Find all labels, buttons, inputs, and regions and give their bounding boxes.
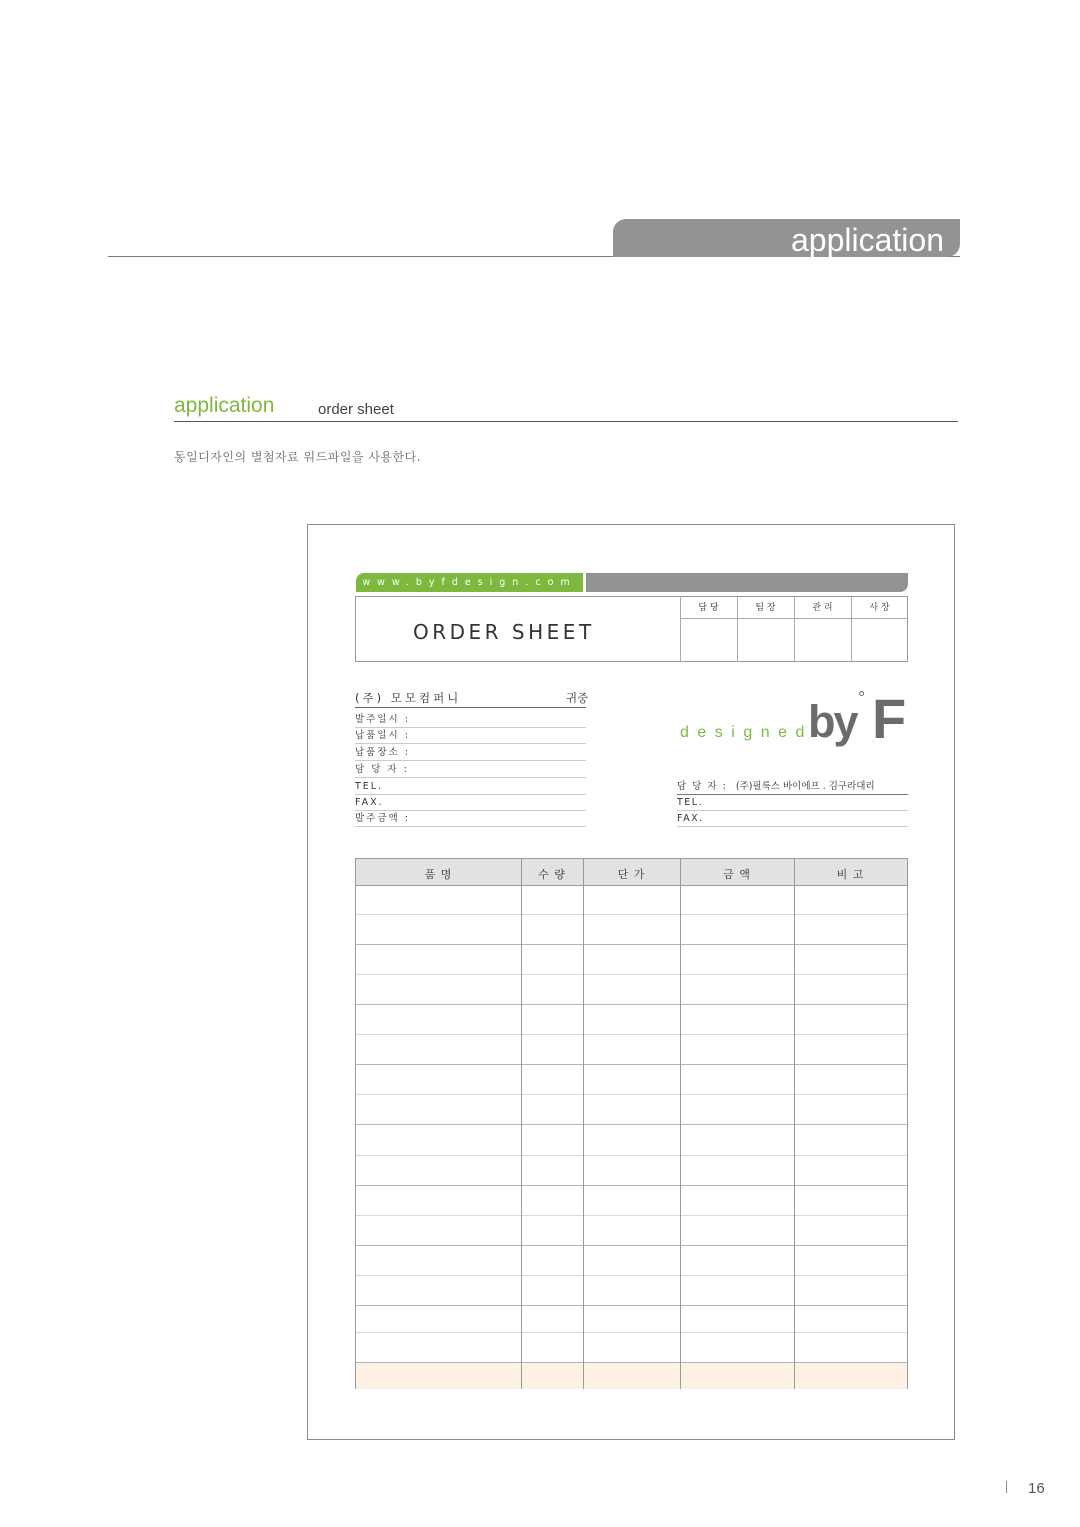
table-column-divider — [583, 858, 584, 1389]
vendor-contact-row — [677, 778, 908, 795]
section-description: 동일디자인의 별첨자료 워드파일을 사용한다. — [174, 450, 422, 464]
tel-field: TEL. — [355, 778, 586, 795]
table-row-rule — [356, 1155, 907, 1156]
brand-logo-degree: ° — [858, 688, 866, 708]
approval-header-rule — [680, 618, 908, 619]
brand-wordmark: designed — [680, 724, 813, 741]
section-rule — [174, 421, 958, 422]
table-row-rule — [356, 1185, 907, 1186]
approval-label-team-lead: 팀 장 — [755, 603, 776, 613]
vendor-contact-value: (주)필룩스 바이에프 . 김구라대리 — [735, 781, 875, 792]
order-date-field: 발주일시 : — [355, 711, 586, 728]
section-title: application — [174, 394, 275, 417]
client-honorific: 귀중 — [566, 691, 589, 705]
table-row-rule — [356, 1275, 907, 1276]
table-row-rule — [356, 1094, 907, 1095]
page-number-separator — [1006, 1481, 1007, 1493]
items-table-total-row — [356, 1362, 907, 1389]
header-title: application — [791, 222, 944, 258]
table-row-rule — [356, 1064, 907, 1065]
table-row-rule — [356, 1215, 907, 1216]
client-rule — [355, 707, 586, 708]
table-row-rule — [356, 974, 907, 975]
brand-logo-by: by — [808, 696, 857, 747]
approval-label-staff: 담 당 — [698, 603, 719, 613]
fax-field: FAX. — [355, 794, 586, 811]
table-row-rule — [356, 944, 907, 945]
delivery-place-field: 납품장소 : — [355, 744, 586, 761]
column-header-amount: 금 액 — [723, 868, 751, 881]
vendor-fax-field: FAX. — [677, 810, 908, 827]
vendor-contact-label: 담 당 자 : — [677, 781, 728, 792]
column-header-unit-price: 단 가 — [617, 868, 646, 881]
table-row-rule — [356, 1034, 907, 1035]
table-row-rule — [356, 1305, 907, 1306]
section-subtitle: order sheet — [318, 401, 394, 418]
table-row-rule — [356, 914, 907, 915]
order-amount-field: 발주금액 : — [355, 810, 586, 827]
header-gray-bar — [586, 573, 908, 592]
approval-label-manager: 관 리 — [812, 603, 833, 613]
table-row-rule — [356, 1124, 907, 1125]
table-row-rule — [356, 1332, 907, 1333]
approval-label-president: 사 장 — [869, 603, 890, 613]
column-header-item: 품 명 — [424, 868, 453, 881]
table-column-divider — [680, 858, 681, 1389]
table-row-rule — [356, 1245, 907, 1246]
page-number: 16 — [1028, 1480, 1045, 1497]
contact-person-field: 담 당 자 : — [355, 761, 586, 778]
order-sheet-title: ORDER SHEET — [413, 620, 595, 644]
column-header-quantity: 수 량 — [538, 868, 566, 881]
table-column-divider — [521, 858, 522, 1389]
delivery-date-field: 납품일시 : — [355, 727, 586, 744]
table-column-divider — [794, 858, 795, 1389]
table-row-rule — [356, 1004, 907, 1005]
website-url-bar: www.byfdesign.com — [356, 573, 583, 592]
column-header-remarks: 비 고 — [836, 868, 865, 881]
brand-logo-f: F — [872, 687, 907, 750]
client-name: (주) 모모컴퍼니 — [355, 691, 462, 705]
vendor-tel-field: TEL. — [677, 794, 908, 811]
